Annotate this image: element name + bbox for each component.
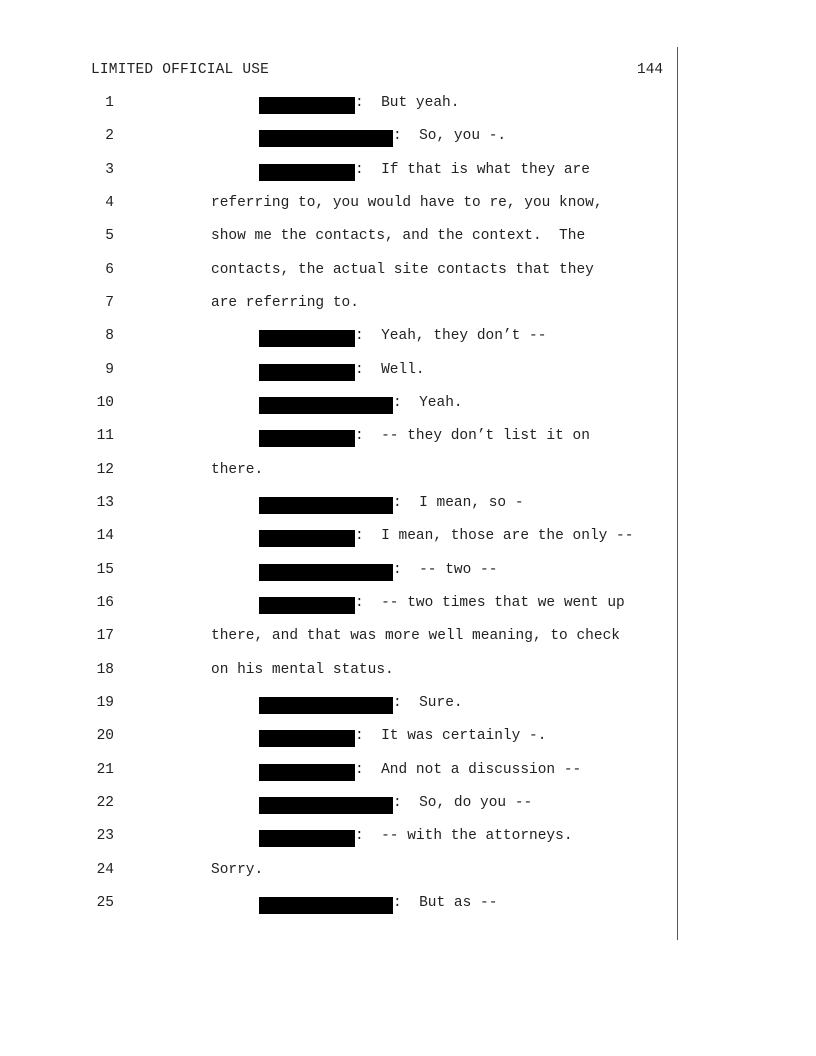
redaction-bar — [259, 730, 355, 747]
redaction-bar — [259, 397, 393, 414]
line-text: : I mean, so - — [393, 495, 524, 511]
transcript-line — [0, 428, 816, 450]
redaction-bar — [259, 164, 355, 181]
redaction-bar — [259, 597, 355, 614]
line-number: 23 — [96, 828, 114, 844]
line-number: 10 — [96, 395, 114, 411]
transcript-line — [0, 362, 816, 384]
line-text: : It was certainly -. — [355, 728, 547, 744]
redaction-bar — [259, 564, 393, 581]
line-number: 3 — [105, 162, 114, 178]
line-text: : -- two times that we went up — [355, 595, 625, 611]
line-text: : -- with the attorneys. — [355, 828, 573, 844]
redaction-bar — [259, 897, 393, 914]
line-number: 8 — [105, 328, 114, 344]
line-number: 22 — [96, 795, 114, 811]
line-text: : And not a discussion -- — [355, 762, 582, 778]
transcript-line — [0, 528, 816, 550]
transcript-line — [0, 695, 816, 717]
redaction-bar — [259, 364, 355, 381]
transcript-line — [0, 262, 816, 284]
line-text: Sorry. — [211, 862, 264, 878]
page-number: 144 — [637, 62, 664, 78]
line-number: 21 — [96, 762, 114, 778]
redaction-bar — [259, 830, 355, 847]
line-text: : Well. — [355, 362, 425, 378]
line-number: 16 — [96, 595, 114, 611]
line-text: : So, do you -- — [393, 795, 533, 811]
transcript-line — [0, 195, 816, 217]
line-number: 5 — [105, 228, 114, 244]
line-number: 2 — [105, 128, 114, 144]
line-text: there. — [211, 462, 264, 478]
line-text: show me the contacts, and the context. The — [211, 228, 586, 244]
line-number: 9 — [105, 362, 114, 378]
line-number: 13 — [96, 495, 114, 511]
transcript-line — [0, 395, 816, 417]
line-text: : If that is what they are — [355, 162, 590, 178]
transcript-line — [0, 828, 816, 850]
transcript-line — [0, 228, 816, 250]
line-text: : -- two -- — [393, 562, 498, 578]
line-number: 14 — [96, 528, 114, 544]
transcript-line — [0, 562, 816, 584]
transcript-line — [0, 162, 816, 184]
redaction-bar — [259, 697, 393, 714]
transcript-line — [0, 462, 816, 484]
line-number: 12 — [96, 462, 114, 478]
redaction-bar — [259, 497, 393, 514]
transcript-line — [0, 795, 816, 817]
transcript-line — [0, 628, 816, 650]
line-text: : Yeah, they don’t -- — [355, 328, 547, 344]
line-text: : -- they don’t list it on — [355, 428, 590, 444]
transcript-line — [0, 328, 816, 350]
redaction-bar — [259, 430, 355, 447]
redaction-bar — [259, 330, 355, 347]
line-text: : Sure. — [393, 695, 463, 711]
transcript-line — [0, 662, 816, 684]
transcript-line — [0, 128, 816, 150]
line-number: 15 — [96, 562, 114, 578]
line-text: : But as -- — [393, 895, 498, 911]
line-text: : Yeah. — [393, 395, 463, 411]
redaction-bar — [259, 97, 355, 114]
line-text: on his mental status. — [211, 662, 394, 678]
line-number: 4 — [105, 195, 114, 211]
line-text: there, and that was more well meaning, to check — [211, 628, 620, 644]
line-number: 17 — [96, 628, 114, 644]
page-header-label: LIMITED OFFICIAL USE — [91, 62, 270, 78]
redaction-bar — [259, 530, 355, 547]
redaction-bar — [259, 764, 355, 781]
line-text: referring to, you would have to re, you know, — [211, 195, 603, 211]
redaction-bar — [259, 130, 393, 147]
transcript-line — [0, 728, 816, 750]
line-number: 1 — [105, 95, 114, 111]
transcript-line — [0, 495, 816, 517]
line-text: : But yeah. — [355, 95, 460, 111]
transcript-line — [0, 295, 816, 317]
line-number: 7 — [105, 295, 114, 311]
line-number: 18 — [96, 662, 114, 678]
transcript-line — [0, 595, 816, 617]
line-text: : So, you -. — [393, 128, 507, 144]
line-number: 25 — [96, 895, 114, 911]
transcript-line — [0, 95, 816, 117]
redaction-bar — [259, 797, 393, 814]
transcript-line — [0, 762, 816, 784]
line-text: : I mean, those are the only -- — [355, 528, 634, 544]
line-number: 11 — [96, 428, 114, 444]
line-text: contacts, the actual site contacts that they — [211, 262, 594, 278]
transcript-line — [0, 895, 816, 917]
transcript-line — [0, 862, 816, 884]
line-number: 19 — [96, 695, 114, 711]
line-number: 6 — [105, 262, 114, 278]
line-text: are referring to. — [211, 295, 359, 311]
line-number: 24 — [96, 862, 114, 878]
line-number: 20 — [96, 728, 114, 744]
